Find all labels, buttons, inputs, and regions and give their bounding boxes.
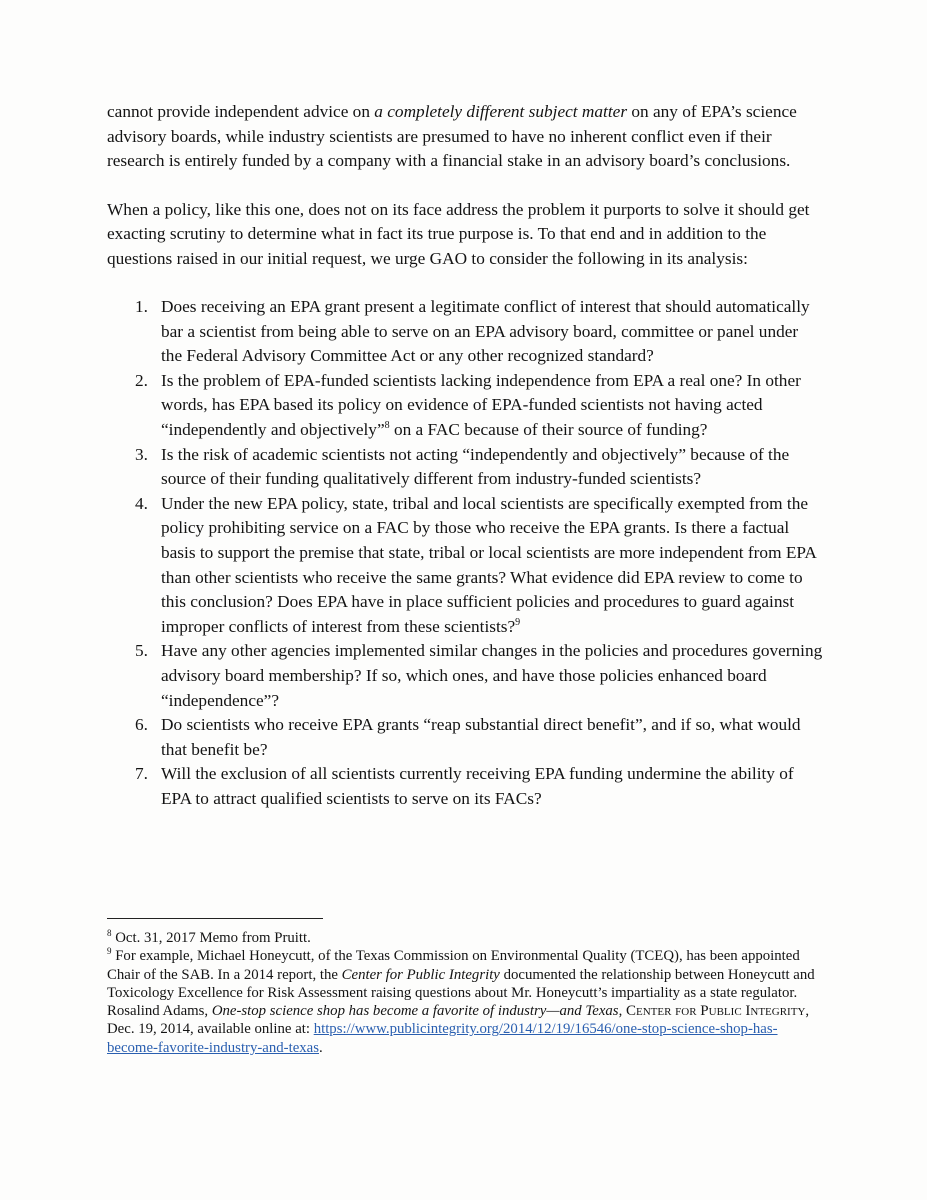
question-item: [107, 713, 823, 762]
footnote-text: Oct. 31, 2017 Memo from Pruitt.: [111, 930, 311, 946]
footnote-text: .: [319, 1039, 323, 1056]
footnote-link[interactable]: https://www.publicintegrity.org/2014/12/19/16546/one-stop-science-shop-has-become-favorite-industry-and-texas: [107, 1021, 778, 1056]
footnote-divider: [107, 918, 323, 919]
paragraph-1-italic: a completely different subject matter: [374, 102, 628, 121]
footnote-text: ,: [618, 1003, 626, 1020]
paragraph-2: When a policy, like this one, does not on its face address the problem it purports to solve it should get exacting scrutiny to determine what in fact its true purpose is. To that end and in addition to the questions raised in our initial request, we urge GAO to consider the following in its analysis:: [107, 199, 810, 268]
question-text: Is the problem of EPA-funded scientists lacking independence from EPA a real one? In other words, has EPA based its policy on evidence of EPA-funded scientists not having acted “independently and objectively”: [161, 370, 801, 439]
question-number: 2.: [135, 370, 148, 390]
question-number: 6.: [135, 715, 148, 735]
question-number: 4.: [135, 493, 148, 513]
question-text-cont: on a FAC because of their source of funding?: [389, 419, 708, 439]
question-item: [107, 762, 823, 811]
footnote-mark: 8: [107, 928, 112, 939]
question-item: [107, 492, 823, 640]
body-text: [107, 100, 823, 811]
footnotes: [107, 929, 823, 1057]
paragraph-1: [107, 100, 823, 174]
question-text: Does receiving an EPA grant present a legitimate conflict of interest that should automatically bar a scientist from being able to serve on an EPA advisory board, committee or panel under the Federal Advisory Committee Act or any other recognized standard?: [161, 297, 810, 366]
footnote-mark: 9: [107, 946, 112, 957]
paragraph-1-text-a: cannot provide independent advice on: [107, 102, 375, 121]
footnote-text: documented the relationship between Honeycutt and Toxicology Excellence for Risk Assessment raising questions about Mr. Honeycutt’s impartiality as a state regulator. Rosalind Adams,: [107, 966, 815, 1020]
footnote-ref-9: 9: [515, 616, 521, 628]
footnote-smallcaps: Center for Public Integrity: [625, 1003, 806, 1020]
footnote-ref-8: 8: [384, 420, 390, 432]
question-text: Is the risk of academic scientists not acting “independently and objectively” because of the source of their funding qualitatively different from industry-funded scientists?: [161, 444, 790, 489]
footnote-9: [107, 947, 823, 1057]
question-text: Do scientists who receive EPA grants “reap substantial direct benefit”, and if so, what would that benefit be?: [161, 715, 801, 759]
footnote-8: [107, 929, 823, 947]
question-number: 1.: [135, 297, 148, 316]
question-text: Have any other agencies implemented similar changes in the policies and procedures governing advisory board membership? If so, which ones, and have those policies enhanced board “independence”?: [161, 641, 823, 710]
question-text: Under the new EPA policy, state, tribal and local scientists are specifically exempted from the policy prohibiting service on a FAC by those who receive the EPA grants. Is there a factual basis to support the premise that state, tribal or local scientists are more independent from EPA than other scientists who receive the same grants? What evidence did EPA review to come to this conclusion? Does EPA have in place sufficient policies and procedures to guard against improper conflicts of interest from these scientists?: [161, 493, 816, 636]
question-number: 3.: [135, 444, 148, 464]
paragraph-1-text-b: on any of EPA’s science advisory boards, while industry scientists are presumed to have no inherent conflict even if their research is entirely funded by a company with a financial stake in an advisory board’s conclusions.: [107, 102, 797, 170]
footnote-text: For example, Michael Honeycutt, of the Texas Commission on Environmental Quality (TCEQ), has been appointed Chair of the SAB. In a 2014 report, the: [107, 948, 800, 983]
question-number: 7.: [135, 764, 148, 784]
question-item: [107, 639, 823, 713]
question-number: 5.: [135, 641, 148, 661]
question-text: Will the exclusion of all scientists currently receiving EPA funding undermine the ability of EPA to attract qualified scientists to serve on its FACs?: [161, 764, 794, 808]
question-item: [107, 295, 823, 369]
question-item: [107, 443, 823, 492]
footnote-italic: Center for Public Integrity: [341, 966, 500, 983]
footnote-italic-title: One-stop science shop has become a favorite of industry—and Texas: [211, 1003, 619, 1020]
question-list: [107, 295, 823, 811]
footnote-text: , Dec. 19, 2014, available online at:: [107, 1003, 810, 1038]
question-item: [107, 369, 823, 443]
